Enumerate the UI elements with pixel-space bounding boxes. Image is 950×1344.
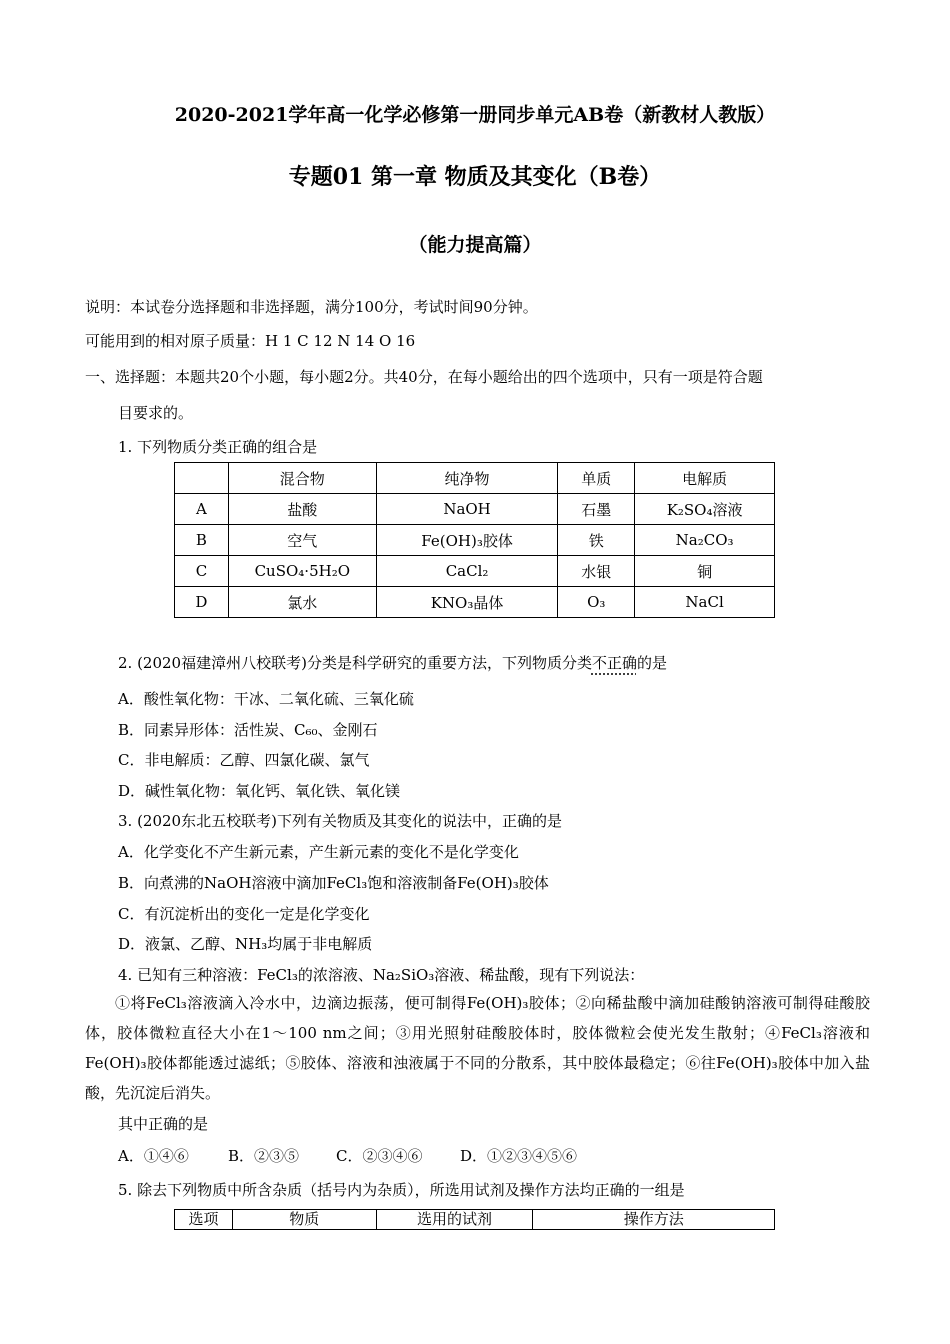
table-cell: NaOH [376,494,558,525]
table-cell: CuSO₄·5H₂O [228,556,376,587]
table-header-cell: 操作方法 [533,1210,775,1230]
table-cell: C [175,556,229,587]
table-cell: NaCl [635,587,775,618]
table-header-cell: 选用的试剂 [376,1210,533,1230]
document-title: 2020-2021学年高一化学必修第一册同步单元AB卷（新教材人教版） [174,104,776,126]
table-cell: A [175,494,229,525]
q3-option-a: A．化学变化不产生新元素，产生新元素的变化不是化学变化 [118,843,519,861]
q4-option-c: C．②③④⑥ [336,1147,423,1165]
table-cell: B [175,525,229,556]
table-cell: O₃ [558,587,635,618]
table-header-cell [175,463,229,494]
table-cell: 水银 [558,556,635,587]
table-header-row [175,1210,775,1230]
q2-option-c: C．非电解质：乙醇、四氯化碳、氯气 [118,751,370,769]
q2-stem [118,652,667,673]
q3-option-b: B．向煮沸的NaOH溶液中滴加FeCl₃饱和溶液制备Fe(OH)₃胶体 [118,874,549,892]
table-cell: D [175,587,229,618]
table-cell: Fe(OH)₃胶体 [376,525,558,556]
table-cell: CaCl₂ [376,556,558,587]
q4-option-a: A．①④⑥ [118,1147,189,1165]
exam-note: 说明：本试卷分选择题和非选择题，满分100分，考试时间90分钟。 [85,298,538,316]
chapter-title: 专题01 第一章 物质及其变化（B卷） [288,164,662,190]
table-cell: K₂SO₄溶液 [635,494,775,525]
table-header-cell: 纯净物 [376,463,558,494]
q3-option-d: D．液氯、乙醇、NH₃均属于非电解质 [118,935,373,953]
table-header-cell: 物质 [232,1210,376,1230]
table-header-cell: 选项 [175,1210,233,1230]
q2-stem-emphasis: 不正确 [591,654,637,672]
table-cell: 石墨 [558,494,635,525]
q2-option-d: D．碱性氧化物：氧化钙、氧化铁、氧化镁 [118,782,401,800]
table-cell: 氯水 [228,587,376,618]
q4-statements: ①将FeCl₃溶液滴入冷水中，边滴边振荡，便可制得Fe(OH)₃胶体；②向稀盐酸中滴加硅酸钠溶液可制得硅酸胶体，胶体微粒直径大小在1～100 nm之间；③用光照射硅酸胶体时，胶体微粒会使光发生散射；④FeCl₃溶液和Fe(OH)₃胶体都能透过滤纸；⑤胶体、溶液和浊液属于不同的分散系，其中胶体最稳定；⑥往Fe(OH)₃胶体中加入盐酸，先沉淀后消失。 [85,994,870,1102]
table-cell: 铁 [558,525,635,556]
atomic-mass-note: 可能用到的相对原子质量：H 1 C 12 N 14 O 16 [85,332,416,350]
q2-option-a: A．酸性氧化物：干冰、二氧化硫、三氧化硫 [118,690,414,708]
q4-stem: 4. 已知有三种溶液：FeCl₃的浓溶液、Na₂SiO₃溶液、稀盐酸，现有下列说法： [118,966,645,984]
table-cell: KNO₃晶体 [376,587,558,618]
q2-stem-end: 的是 [636,654,667,672]
q2-option-b: B．同素异形体：活性炭、C₆₀、金刚石 [118,721,378,739]
section-heading: 一、选择题：本题共20个小题，每小题2分。共40分，在每小题给出的四个选项中，只有一项是符合题 [85,368,763,386]
q4-question: 其中正确的是 [118,1115,209,1133]
q1-stem: 1. 下列物质分类正确的组合是 [118,438,318,456]
q4-option-b: B．②③⑤ [228,1147,300,1165]
q3-stem: 3. (2020东北五校联考)下列有关物质及其变化的说法中，正确的是 [118,812,562,830]
table-header-cell: 电解质 [635,463,775,494]
table-header-row [175,463,775,494]
table-cell: Na₂CO₃ [635,525,775,556]
section-heading-cont: 目要求的。 [118,404,194,422]
table-row [175,494,775,525]
q4-option-d: D．①②③④⑤⑥ [460,1147,578,1165]
q1-table [174,462,775,618]
table-header-cell: 单质 [558,463,635,494]
table-row [175,556,775,587]
table-cell: 空气 [228,525,376,556]
q3-option-c: C．有沉淀析出的变化一定是化学变化 [118,905,370,923]
q5-table [174,1209,775,1230]
table-header-cell: 混合物 [228,463,376,494]
table-row [175,587,775,618]
q5-stem: 5. 除去下列物质中所含杂质（括号内为杂质），所选用试剂及操作方法均正确的一组是 [118,1181,685,1199]
q2-stem-text: 2. (2020福建漳州八校联考)分类是科学研究的重要方法，下列物质分类 [118,654,592,672]
subtitle: （能力提高篇） [408,234,542,256]
table-row [175,525,775,556]
table-cell: 铜 [635,556,775,587]
table-cell: 盐酸 [228,494,376,525]
